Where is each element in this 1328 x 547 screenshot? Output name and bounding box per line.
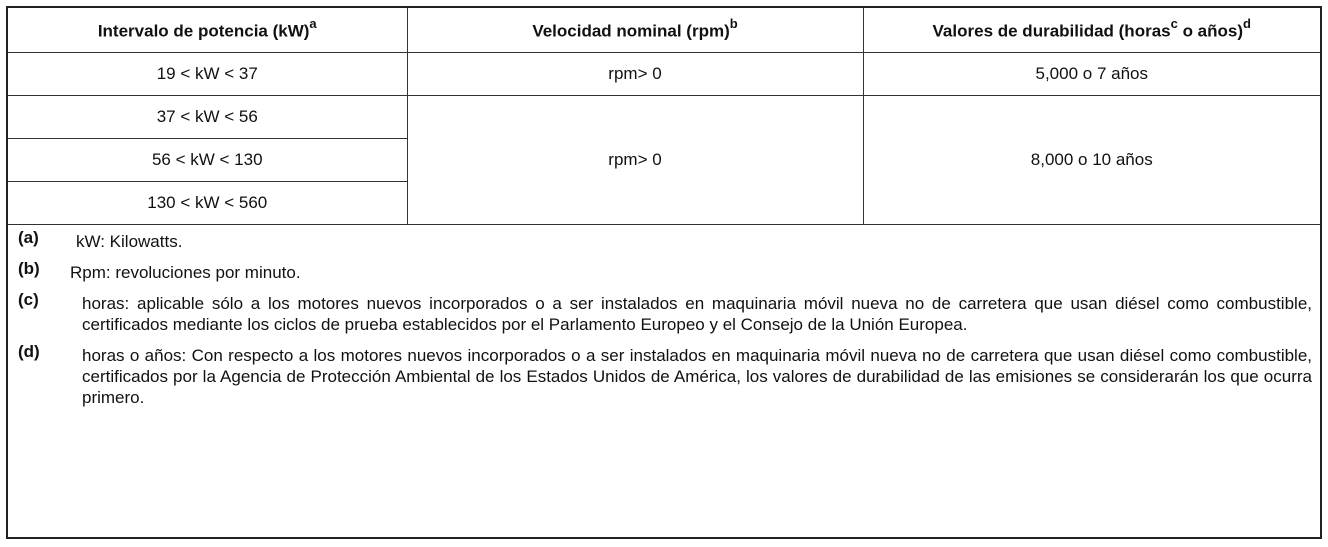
footnote-text: Rpm: revoluciones por minuto. xyxy=(70,263,301,282)
table-row xyxy=(8,53,1320,96)
header-durability: Valores de durabilidad (horas$^c$ o años)$^d$ xyxy=(863,8,1320,53)
footnote-b xyxy=(18,259,1312,283)
table-header-row xyxy=(8,8,1320,53)
footnote-text: horas: aplicable sólo a los motores nuevos incorporados o a ser instalados en maquinaria móvil nueva no de carretera que usan diésel como combustible, certificados mediante los ciclos de prueba establecidos por el Parlamento Europeo y el Consejo de la Unión Europea. xyxy=(82,294,1312,334)
table-row xyxy=(8,96,1320,139)
cell-power: 19 < kW < 37 xyxy=(8,53,407,96)
cell-durability: 8,000 o 10 años xyxy=(863,96,1320,225)
footnote-key: (a) xyxy=(18,228,39,247)
header-speed: Velocidad nominal (rpm)$^b$ xyxy=(407,8,863,53)
cell-durability: 5,000 o 7 años xyxy=(863,53,1320,96)
header-power: Intervalo de potencia (kW)$^a$ xyxy=(8,8,407,53)
footnote-key: (d) xyxy=(18,342,40,361)
footnote-text: kW: Kilowatts. xyxy=(76,232,183,251)
cell-speed: rpm> 0 xyxy=(407,96,863,225)
cell-power: 130 < kW < 560 xyxy=(8,182,407,225)
footnotes xyxy=(8,225,1320,408)
cell-power: 37 < kW < 56 xyxy=(8,96,407,139)
footnote-text: horas o años: Con respecto a los motores nuevos incorporados o a ser instalados en maquinaria móvil nueva no de carretera que usan diésel como combustible, certificados por la Agencia de Protección Ambiental de los Estados Unidos de América, los valores de durabilidad de las emisiones se considerarán los que ocurra primero. xyxy=(82,346,1312,407)
cell-speed: rpm> 0 xyxy=(407,53,863,96)
footnote-key: (c) xyxy=(18,290,39,309)
cell-power: 56 < kW < 130 xyxy=(8,139,407,182)
footnote-d xyxy=(18,342,1312,408)
durability-table-frame xyxy=(6,6,1322,539)
footnote-key: (b) xyxy=(18,259,40,278)
footnote-c xyxy=(18,290,1312,335)
durability-table xyxy=(8,8,1320,225)
footnote-a xyxy=(18,228,1312,252)
